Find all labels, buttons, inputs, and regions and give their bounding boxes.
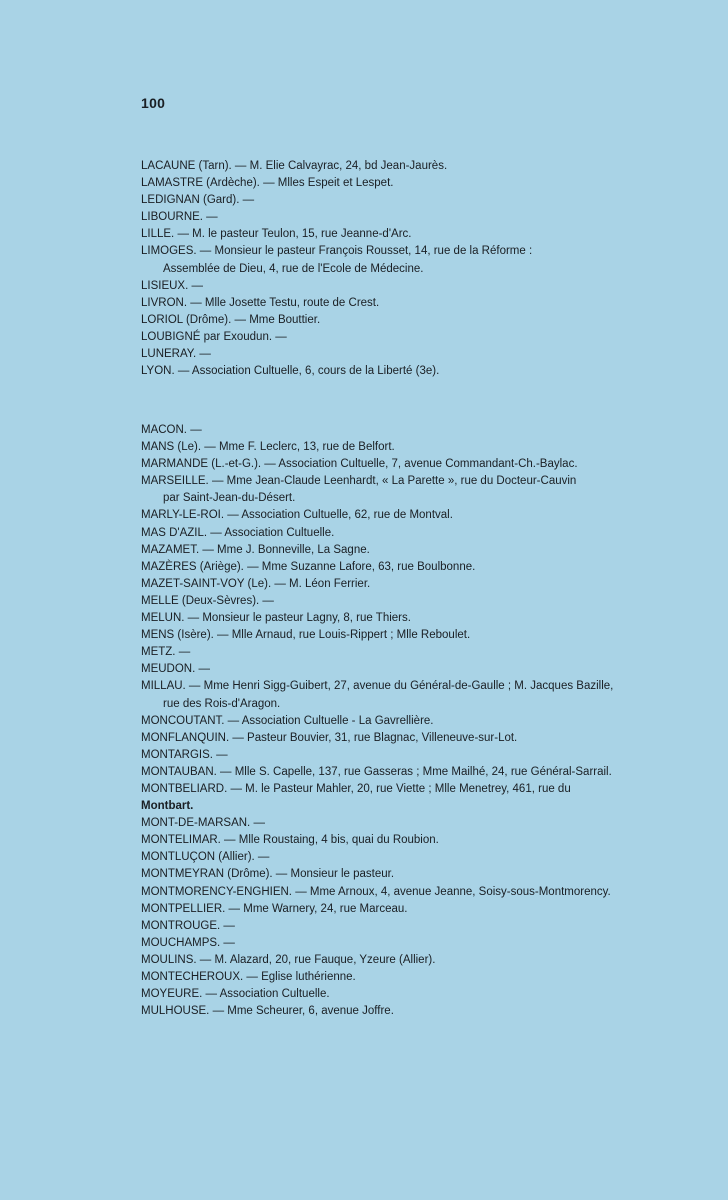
- page-number: 100: [141, 95, 166, 111]
- directory-entry: [141, 832, 701, 849]
- entry-continuation: par Saint-Jean-du-Désert.: [163, 492, 296, 505]
- directory-entry: [141, 363, 701, 380]
- entry-text: LOUBIGNÉ par Exoudun. —: [141, 330, 287, 343]
- directory-entry: [141, 158, 701, 175]
- directory-entry: [141, 278, 701, 295]
- entry-text: MENS (Isère). — Mlle Arnaud, rue Louis-Rippert ; Mlle Reboulet.: [141, 629, 471, 642]
- entry-text: MEUDON. —: [141, 663, 210, 676]
- directory-entry: [141, 1003, 701, 1020]
- entry-text: MANS (Le). — Mme F. Leclerc, 13, rue de Belfort.: [141, 441, 395, 454]
- directory-entry: [141, 329, 701, 346]
- directory-entry: [141, 295, 701, 312]
- entry-text: MULHOUSE. — Mme Scheurer, 6, avenue Joffre.: [141, 1005, 394, 1018]
- entry-text: LISIEUX. —: [141, 279, 203, 292]
- entry-text: MOULINS. — M. Alazard, 20, rue Fauque, Yzeure (Allier).: [141, 953, 436, 966]
- entry-text: MAZAMET. — Mme J. Bonneville, La Sagne.: [141, 543, 370, 556]
- directory-entry: [141, 866, 701, 883]
- entry-text: MARSEILLE. — Mme Jean-Claude Leenhardt, « La Parette », rue du Docteur-Cauvin: [141, 475, 577, 488]
- entry-text: MONFLANQUIN. — Pasteur Bouvier, 31, rue Blagnac, Villeneuve-sur-Lot.: [141, 731, 518, 744]
- entry-continuation: Assemblée de Dieu, 4, rue de l'Ecole de Médecine.: [163, 262, 424, 275]
- entry-text: MELLE (Deux-Sèvres). —: [141, 594, 274, 607]
- entry-text: LEDIGNAN (Gard). —: [141, 194, 255, 207]
- directory-entry: [141, 456, 701, 473]
- directory-entry: [141, 730, 701, 747]
- entry-text: MONT-DE-MARSAN. —: [141, 817, 265, 830]
- directory-entry: [141, 542, 701, 559]
- entry-text: LIVRON. — Mlle Josette Testu, route de Crest.: [141, 296, 380, 309]
- entry-text: MARMANDE (L.-et-G.). — Association Cultuelle, 7, avenue Commandant-Ch.-Baylac.: [141, 458, 578, 471]
- directory-entry: [141, 422, 701, 439]
- entry-text: LIBOURNE. —: [141, 211, 218, 224]
- entry-text: MONCOUTANT. — Association Cultuelle - La Gavrellière.: [141, 714, 434, 727]
- entry-text: MONTAUBAN. — Mlle S. Capelle, 137, rue Gasseras ; Mme Mailhé, 24, rue Général-Sarrail.: [141, 765, 612, 778]
- directory-entry: [141, 507, 701, 524]
- directory-entry: [141, 627, 701, 644]
- directory-entry: [141, 901, 701, 918]
- directory-entry: [141, 209, 701, 226]
- directory-entry: [141, 610, 701, 627]
- entry-text: MONTARGIS. —: [141, 748, 228, 761]
- directory-entry: [141, 559, 701, 576]
- entry-continuation: Montbart.: [141, 800, 194, 813]
- directory-entry: [141, 593, 701, 610]
- directory-entry: [141, 473, 701, 507]
- entry-text: MOYEURE. — Association Cultuelle.: [141, 988, 330, 1001]
- entry-text: MAZÈRES (Ariège). — Mme Suzanne Lafore, 63, rue Boulbonne.: [141, 560, 476, 573]
- directory-entry: [141, 192, 701, 209]
- directory-entry: [141, 713, 701, 730]
- directory-entry: [141, 764, 701, 781]
- entry-text: LYON. — Association Cultuelle, 6, cours de la Liberté (3e).: [141, 365, 440, 378]
- directory-section-l: [141, 158, 701, 380]
- directory-entry: [141, 175, 701, 192]
- entry-text: LACAUNE (Tarn). — M. Elie Calvayrac, 24, bd Jean-Jaurès.: [141, 160, 448, 172]
- directory-entry: [141, 226, 701, 243]
- directory-entry: [141, 986, 701, 1003]
- directory-entry: [141, 935, 701, 952]
- entry-text: MONTMORENCY-ENGHIEN. — Mme Arnoux, 4, avenue Jeanne, Soisy-sous-Montmorency.: [141, 885, 611, 898]
- entry-text: MILLAU. — Mme Henri Sigg-Guibert, 27, avenue du Général-de-Gaulle ; M. Jacques Bazille,: [141, 680, 614, 693]
- entry-text: MONTBELIARD. — M. le Pasteur Mahler, 20, rue Viette ; Mlle Menetrey, 461, rue du: [141, 782, 571, 795]
- entry-text: MONTECHEROUX. — Eglise luthérienne.: [141, 971, 356, 983]
- entry-text: LAMASTRE (Ardèche). — Mlles Espeit et Lespet.: [141, 177, 394, 190]
- directory-entry: [141, 439, 701, 456]
- directory-entry: [141, 576, 701, 593]
- entry-text: LORIOL (Drôme). — Mme Bouttier.: [141, 313, 321, 326]
- entry-text: LUNERAY. —: [141, 348, 211, 361]
- directory-entry: [141, 918, 701, 935]
- entry-text: MAS D'AZIL. — Association Cultuelle.: [141, 526, 335, 539]
- entry-text: MACON. —: [141, 424, 202, 436]
- entry-text: MONTPELLIER. — Mme Warnery, 24, rue Marceau.: [141, 902, 408, 915]
- directory-entry: [141, 781, 701, 815]
- directory-entry: [141, 243, 701, 277]
- directory-entry: [141, 884, 701, 901]
- entry-text: LILLE. — M. le pasteur Teulon, 15, rue Jeanne-d'Arc.: [141, 228, 412, 241]
- entry-text: MELUN. — Monsieur le pasteur Lagny, 8, rue Thiers.: [141, 612, 411, 625]
- directory-entry: [141, 678, 701, 712]
- entry-text: METZ. —: [141, 646, 191, 659]
- directory-entry: [141, 661, 701, 678]
- entry-text: MONTELIMAR. — Mlle Roustaing, 4 bis, quai du Roubion.: [141, 834, 439, 847]
- directory-entry: [141, 346, 701, 363]
- directory-entry: [141, 815, 701, 832]
- entry-text: MOUCHAMPS. —: [141, 936, 235, 949]
- directory-section-m: [141, 422, 701, 1020]
- entry-continuation: rue des Rois-d'Aragon.: [163, 697, 281, 710]
- directory-entry: [141, 969, 701, 986]
- entry-text: MARLY-LE-ROI. — Association Cultuelle, 62, rue de Montval.: [141, 509, 453, 522]
- directory-entry: [141, 644, 701, 661]
- entry-text: LIMOGES. — Monsieur le pasteur François Rousset, 14, rue de la Réforme :: [141, 245, 533, 258]
- entry-text: MAZET-SAINT-VOY (Le). — M. Léon Ferrier.: [141, 577, 371, 590]
- entry-text: MONTMEYRAN (Drôme). — Monsieur le pasteur.: [141, 868, 395, 881]
- directory-entry: [141, 849, 701, 866]
- directory-entry: [141, 525, 701, 542]
- entry-text: MONTROUGE. —: [141, 919, 235, 932]
- directory-entry: [141, 747, 701, 764]
- directory-entry: [141, 312, 701, 329]
- entry-text: MONTLUÇON (Allier). —: [141, 851, 270, 864]
- directory-entry: [141, 952, 701, 969]
